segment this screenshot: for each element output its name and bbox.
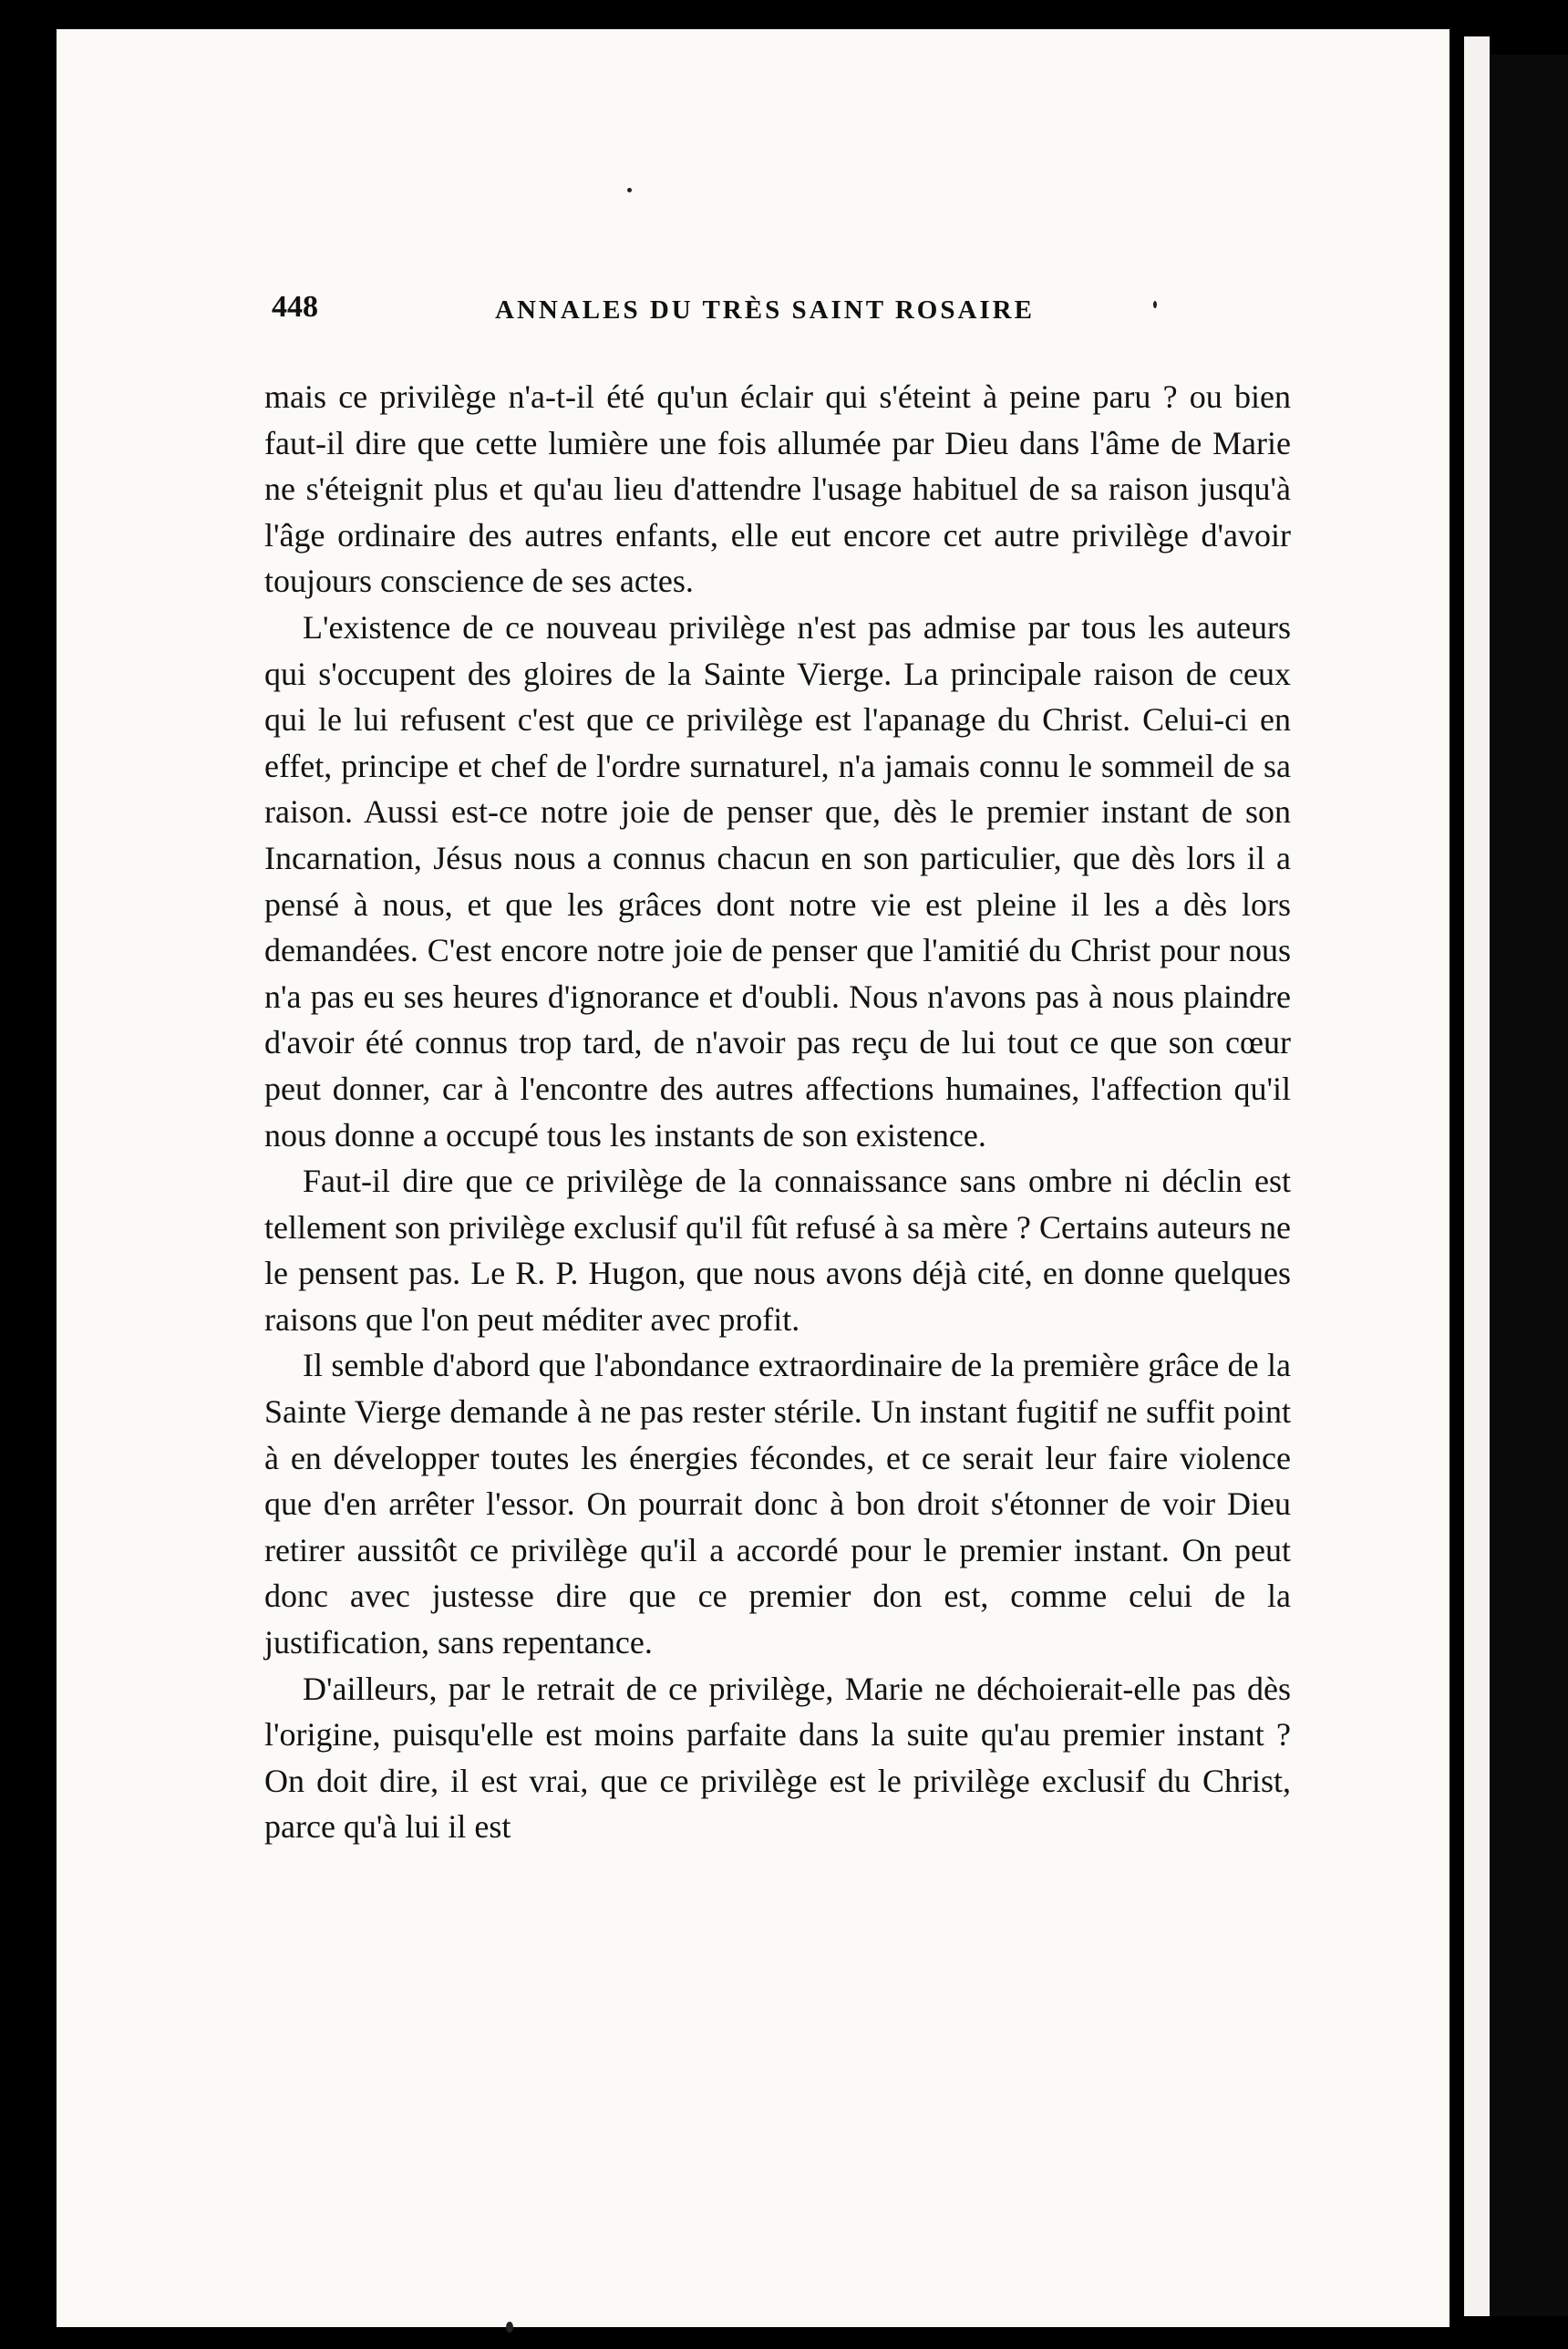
body-text <box>264 374 1291 1850</box>
paragraph: Il semble d'abord que l'abondance extraordinaire de la première grâce de la Sainte Vierge demande à ne pas rester stérile. Un instant fugitif ne suffit point à en développer toutes les énergies fécondes, et ce serait leur faire violence que d'en arrêter l'essor. On pourrait donc à bon droit s'étonner de voir Dieu retirer aussitôt ce privilège qu'il a accordé pour le premier instant. On peut donc avec justesse dire que ce premier don est, comme celui de la justification, sans repentance. <box>264 1347 1291 1661</box>
scan-border-right <box>1490 55 1568 2316</box>
facing-page-edge <box>1464 36 1490 2316</box>
paragraph: mais ce privilège n'a-t-il été qu'un éclair qui s'éteint à peine paru ? ou bien faut-il dire que cette lumière une fois allumée par Dieu dans l'âme de Marie ne s'éteignit plus et qu'au lieu d'attendre l'usage habituel de sa raison jusqu'à l'âge ordinaire des autres enfants, elle eut encore cet autre privilège d'avoir toujours conscience de ses actes. <box>264 378 1291 600</box>
paragraph: D'ailleurs, par le retrait de ce privilège, Marie ne déchoierait-elle pas dès l'origine, puisqu'elle est moins parfaite dans la suite qu'au premier instant ? On doit dire, il est vrai, que ce privilège est le privilège exclusif du Christ, parce qu'à lui il est <box>264 1670 1291 1846</box>
running-header <box>217 290 1325 345</box>
paragraph: L'existence de ce nouveau privilège n'est pas admise par tous les auteurs qui s'occupent des gloires de la Sainte Vierge. La principale raison de ceux qui le lui refusent c'est que ce privilège est l'apanage du Christ. Celui-ci en effet, principe et chef de l'ordre surnaturel, n'a jamais connu le sommeil de sa raison. Aussi est-ce notre joie de penser que, dès le premier instant de son Incarnation, Jésus nous a connus chacun en son particulier, que dès lors il a pensé à nous, et que les grâces dont notre vie est pleine il les a dès lors demandées. C'est encore notre joie de penser que l'amitié du Christ pour nous n'a pas eu ses heures d'ignorance et d'oubli. Nous n'avons pas à nous plaindre d'avoir été connus trop tard, de n'avoir pas reçu de lui tout ce que son cœur peut donner, car à l'encontre des autres affections humaines, l'affection qu'il nous donne a occupé tous les instants de son existence. <box>264 608 1291 1154</box>
paragraph: Faut-il dire que ce privilège de la connaissance sans ombre ni déclin est tellement son privilège exclusif qu'il fût refusé à sa mère ? Certains auteurs ne le pensent pas. Le R. P. Hugon, que nous avons déjà cité, en donne quelques raisons que l'on peut méditer avec profit. <box>264 1163 1291 1338</box>
scan-speck <box>506 2322 513 2333</box>
running-title: ANNALES DU TRÈS SAINT ROSAIRE <box>495 295 1035 325</box>
scan-speck <box>627 188 632 192</box>
page-number: 448 <box>272 290 318 324</box>
